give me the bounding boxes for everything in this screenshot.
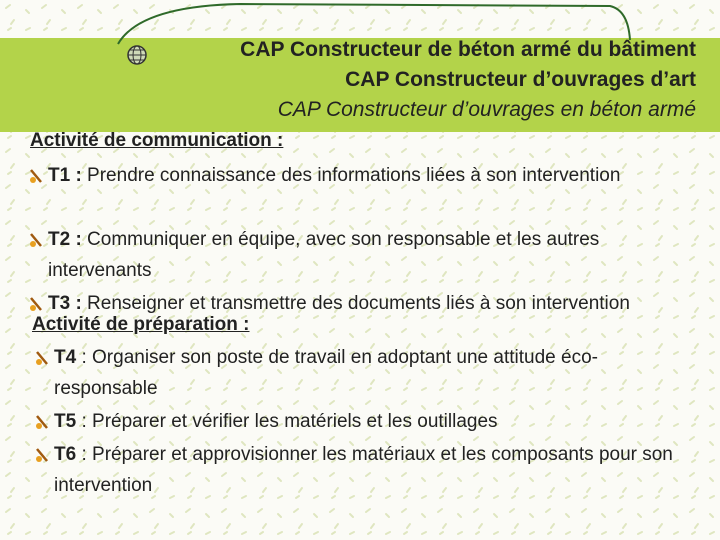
bar-bullet-icon xyxy=(28,168,44,184)
task-code: T4 xyxy=(54,347,77,368)
task-code: T5 xyxy=(54,411,77,432)
task-text: Prendre connaissance des informations liées à son intervention xyxy=(81,165,621,186)
task-text: Communiquer en équipe, avec son responsable et les autres intervenants xyxy=(48,229,600,281)
task-code: T6 xyxy=(54,444,77,465)
globe-icon xyxy=(126,44,148,66)
task-text: : Préparer et vérifier les matériels et les outillages xyxy=(76,411,498,432)
section-heading-communication: Activité de communication : xyxy=(30,130,284,151)
title-line-2: CAP Constructeur d’ouvrages d’art xyxy=(345,68,696,91)
list-item-t5 xyxy=(54,406,694,437)
bar-bullet-icon xyxy=(34,350,50,366)
section-heading-preparation: Activité de préparation : xyxy=(32,314,250,335)
title-line-3-text: CAP Constructeur d’ouvrages en béton armé xyxy=(277,98,696,121)
task-text: : Préparer et approvisionner les matériaux et les composants pour son intervention xyxy=(54,444,673,496)
title-line-3 xyxy=(272,98,696,122)
bar-bullet-icon xyxy=(34,414,50,430)
bar-bullet-icon xyxy=(28,232,44,248)
task-code: T2 : xyxy=(48,229,82,250)
bar-bullet-icon xyxy=(34,447,50,463)
list-item-t4 xyxy=(54,342,694,404)
list-item-t6 xyxy=(54,439,694,501)
title-line-1: CAP Constructeur de béton armé du bâtiment xyxy=(240,38,696,61)
task-code: T1 : xyxy=(48,165,82,186)
bar-bullet-icon xyxy=(28,296,44,312)
task-code: T3 : xyxy=(48,293,82,314)
list-item-t1 xyxy=(48,160,668,191)
task-text: : Organiser son poste de travail en adoptant une attitude éco-responsable xyxy=(54,347,598,399)
list-item-t2 xyxy=(48,224,688,286)
task-text: Renseigner et transmettre des documents liés à son intervention xyxy=(81,293,630,314)
